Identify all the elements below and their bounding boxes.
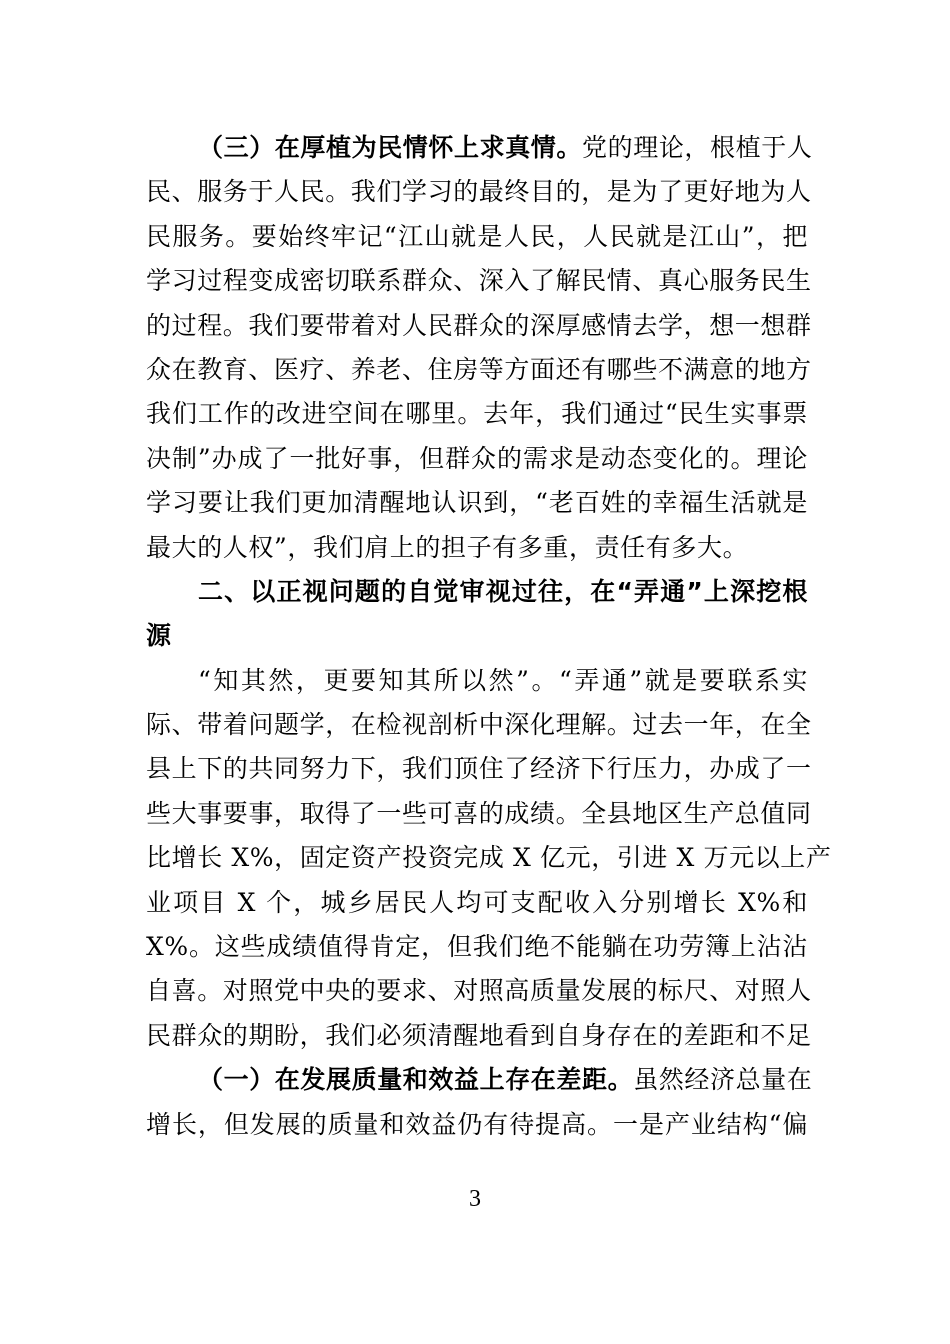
section3-line: 民服务。要始终牢记“江山就是人民，人民就是江山”，把 bbox=[146, 221, 808, 251]
intro-line: 县上下的共同努力下，我们顶住了经济下行压力，办成了一 bbox=[146, 754, 812, 784]
section1-line-1-rest: 虽然经济总量在 bbox=[633, 1065, 813, 1095]
section3-line: 学习要让我们更加清醒地认识到，“老百姓的幸福生活就是 bbox=[146, 488, 808, 518]
section1-title: （一）在发展质量和效益上存在差距。 bbox=[198, 1065, 634, 1095]
section3-line: 的过程。我们要带着对人民群众的深厚感情去学，想一想群 bbox=[146, 310, 812, 340]
heading2-line-1: 二、以正视问题的自觉审视过往，在“弄通”上深挖根 bbox=[198, 576, 808, 606]
intro-line: 际、带着问题学，在检视剖析中深化理解。过去一年，在全 bbox=[146, 710, 812, 740]
section1-line-1 bbox=[146, 1058, 813, 1102]
section3-line: 民、服务于人民。我们学习的最终目的，是为了更好地为人 bbox=[146, 177, 812, 207]
intro-line: 自喜。对照党中央的要求、对照高质量发展的标尺、对照人 bbox=[146, 976, 812, 1006]
page-number: 3 bbox=[469, 1186, 481, 1212]
section3-line: 学习过程变成密切联系群众、深入了解民情、真心服务民生 bbox=[146, 266, 812, 296]
document-body bbox=[146, 126, 832, 1147]
intro-line: 民群众的期盼，我们必须清醒地看到自身存在的差距和不足 bbox=[146, 1020, 812, 1050]
section3-title: （三）在厚植为民情怀上求真情。 bbox=[198, 133, 583, 162]
section1-line: 增长，但发展的质量和效益仍有待提高。一是产业结构“偏 bbox=[146, 1109, 808, 1139]
intro-line: 比增长 X%，固定资产投资完成 X 亿元，引进 X 万元以上产 bbox=[146, 843, 832, 873]
section3-line-1 bbox=[146, 126, 813, 170]
section3-line: 我们工作的改进空间在哪里。去年，我们通过“民生实事票 bbox=[146, 399, 808, 429]
intro-line: 些大事要事，取得了一些可喜的成绩。全县地区生产总值同 bbox=[146, 798, 812, 828]
intro-line: 业项目 X 个，城乡居民人均可支配收入分别增长 X%和 bbox=[146, 887, 808, 917]
heading2-line-2: 源 bbox=[146, 621, 172, 651]
intro-line: X%。这些成绩值得肯定，但我们绝不能躺在功劳簿上沾沾 bbox=[146, 932, 808, 962]
section3-line: 众在教育、医疗、养老、住房等方面还有哪些不满意的地方 bbox=[146, 354, 812, 384]
intro-line: “知其然，更要知其所以然”。“弄通”就是要联系实 bbox=[198, 665, 808, 695]
section3-line: 决制”办成了一批好事，但群众的需求是动态变化的。理论 bbox=[146, 443, 808, 473]
section3-line-1-rest: 党的理论，根植于人 bbox=[582, 133, 813, 162]
section3-line: 最大的人权”，我们肩上的担子有多重，责任有多大。 bbox=[146, 532, 749, 562]
